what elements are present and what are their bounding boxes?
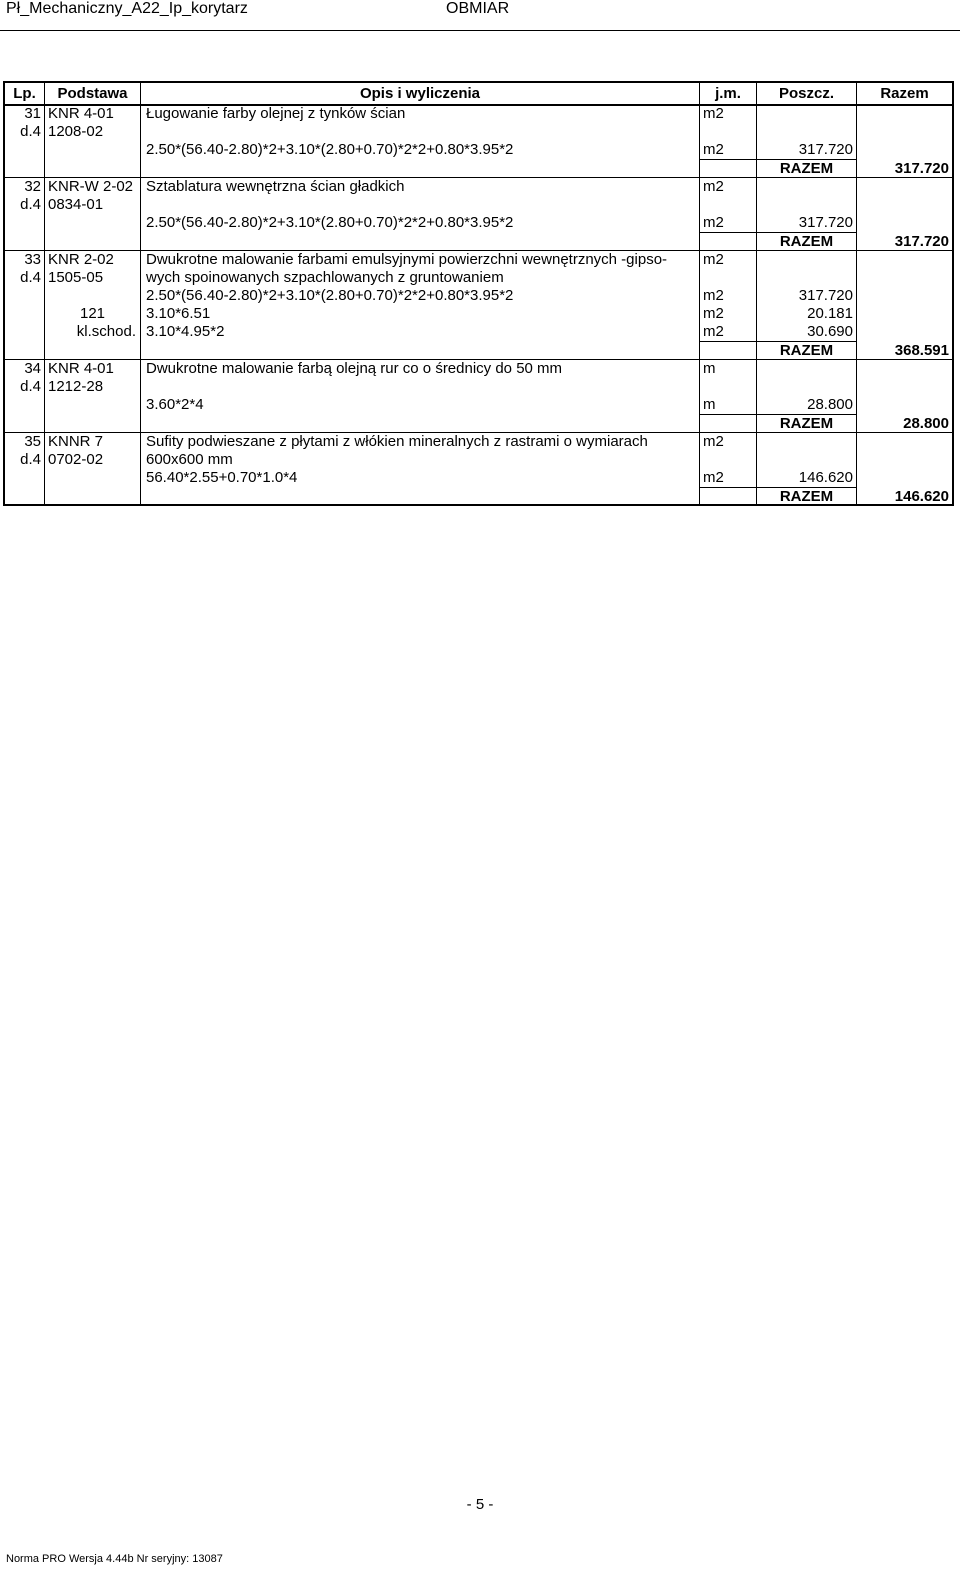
calc-formula: 56.40*2.55+0.70*1.0*4 [146,469,298,486]
calc-formula: 3.60*2*4 [146,396,204,413]
calc-formula: 2.50*(56.40-2.80)*2+3.10*(2.80+0.70)*2*2+0.80*3.95*2 [146,287,514,304]
position-podstawa: KNR 2-02 [48,251,114,268]
calc-value: 317.720 [798,214,853,231]
position-description-cont: 600x600 mm [146,451,233,468]
position-lp-detail: d.4 [20,451,41,468]
razem-value: 368.591 [894,342,949,359]
position-lp: 35 [24,433,41,450]
position-lp: 34 [24,360,41,377]
software-note: Norma PRO Wersja 4.44b Nr seryjny: 13087 [6,1553,223,1565]
col-header-opis: Opis i wyliczenia [359,85,481,102]
calc-unit: m2 [703,469,724,486]
position-unit: m2 [703,105,724,122]
col-divider [699,83,700,504]
header-divider [0,30,960,31]
calc-formula: 2.50*(56.40-2.80)*2+3.10*(2.80+0.70)*2*2+0.80*3.95*2 [146,214,514,231]
razem-label: RAZEM [779,488,834,505]
position-description: Sztablatura wewnętrzna ścian gładkich [146,178,405,195]
razem-value: 28.800 [903,415,949,432]
position-description: Dwukrotne malowanie farbami emulsyjnymi powierzchni wewnętrznych -gipso- [146,251,668,268]
position-unit: m2 [703,178,724,195]
col-header-podstawa: Podstawa [57,85,128,102]
calc-value: 20.181 [807,305,853,322]
col-header-jm: j.m. [715,85,741,102]
measurement-table [3,81,954,506]
col-divider [856,83,857,504]
razem-label: RAZEM [779,342,834,359]
calc-unit: m [703,396,716,413]
calc-value: 317.720 [798,287,853,304]
razem-label: RAZEM [779,415,834,432]
position-podstawa: KNR-W 2-02 [48,178,134,195]
position-lp: 31 [24,105,41,122]
calc-unit: m2 [703,141,724,158]
calc-value: 28.800 [807,396,853,413]
document-heading: OBMIAR [446,0,510,17]
page-number: - 5 - [466,1496,494,1513]
calc-value: 30.690 [807,323,853,340]
position-lp: 33 [24,251,41,268]
position-unit: m [703,360,716,377]
calc-label: 121 [79,305,106,322]
razem-label: RAZEM [779,233,834,250]
position-unit: m2 [703,251,724,268]
position-lp: 32 [24,178,41,195]
calc-formula: 3.10*6.51 [146,305,211,322]
calc-unit: m2 [703,214,724,231]
col-divider [140,83,141,504]
position-description: Ługowanie farby olejnej z tynków ścian [146,105,406,122]
position-podstawa-code: 1208-02 [48,123,104,140]
position-lp-detail: d.4 [20,269,41,286]
razem-value: 317.720 [894,160,949,177]
position-podstawa-code: 1505-05 [48,269,104,286]
razem-value: 317.720 [894,233,949,250]
position-podstawa: KNR 4-01 [48,360,114,377]
calc-formula: 3.10*4.95*2 [146,323,225,340]
col-header-poszcz: Poszcz. [778,85,835,102]
calc-value: 146.620 [798,469,853,486]
calc-unit: m2 [703,287,724,304]
position-podstawa-code: 0702-02 [48,451,104,468]
document-file-title: Pł_Mechaniczny_A22_Ip_korytarz [6,0,248,17]
position-podstawa-code: 1212-28 [48,378,104,395]
calc-value: 317.720 [798,141,853,158]
position-podstawa: KNR 4-01 [48,105,114,122]
razem-label: RAZEM [779,160,834,177]
calc-unit: m2 [703,323,724,340]
position-lp-detail: d.4 [20,123,41,140]
position-lp-detail: d.4 [20,196,41,213]
position-podstawa-code: 0834-01 [48,196,104,213]
position-podstawa: KNNR 7 [48,433,104,450]
col-header-lp: Lp. [13,85,36,102]
position-unit: m2 [703,433,724,450]
col-header-razem: Razem [880,85,929,102]
calc-unit: m2 [703,305,724,322]
calc-label: kl.schod. [76,323,136,340]
position-description: Dwukrotne malowanie farbą olejną rur co o średnicy do 50 mm [146,360,563,377]
position-description: Sufity podwieszane z płytami z włókien mineralnych z rastrami o wymiarach [146,433,648,450]
razem-value: 146.620 [894,488,949,505]
position-lp-detail: d.4 [20,378,41,395]
calc-formula: 2.50*(56.40-2.80)*2+3.10*(2.80+0.70)*2*2+0.80*3.95*2 [146,141,514,158]
position-description-cont: wych spoinowanych szpachlowanych z gruntowaniem [146,269,504,286]
col-divider [44,83,45,504]
